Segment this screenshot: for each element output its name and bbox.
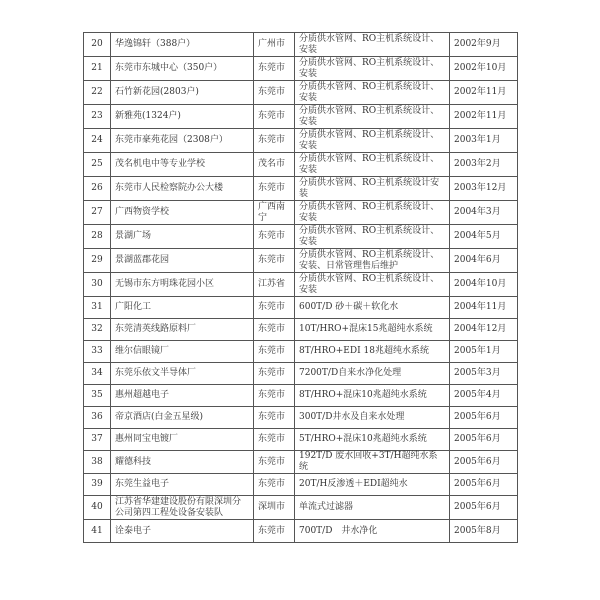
project-location: 东莞市 xyxy=(254,429,295,451)
project-location: 深圳市 xyxy=(254,496,295,520)
row-number: 35 xyxy=(84,385,111,407)
project-scope: 分质供水管网、RO主机系统设计、安装 xyxy=(295,225,450,249)
project-date: 2002年9月 xyxy=(450,33,518,57)
project-scope: 5T/HRO+混床10兆超纯水系统 xyxy=(295,429,450,451)
project-name: 东莞清英线路原料厂 xyxy=(111,319,254,341)
row-number: 33 xyxy=(84,341,111,363)
row-number: 30 xyxy=(84,273,111,297)
project-scope: 分质供水管网、RO主机系统设计、安装 xyxy=(295,105,450,129)
project-scope: 分质供水管网、RO主机系统设计、安装 xyxy=(295,81,450,105)
table-row xyxy=(84,319,518,341)
row-number: 32 xyxy=(84,319,111,341)
row-number: 37 xyxy=(84,429,111,451)
project-name: 景湖蓝郡花园 xyxy=(111,249,254,273)
project-scope: 分质供水管网、RO主机系统设计、安装 xyxy=(295,129,450,153)
row-number: 25 xyxy=(84,153,111,177)
project-location: 广州市 xyxy=(254,33,295,57)
project-date: 2004年10月 xyxy=(450,273,518,297)
project-name: 东莞乐依文半导体厂 xyxy=(111,363,254,385)
row-number: 41 xyxy=(84,520,111,543)
project-location: 东莞市 xyxy=(254,297,295,319)
project-date: 2005年8月 xyxy=(450,520,518,543)
row-number: 26 xyxy=(84,177,111,201)
row-number: 21 xyxy=(84,57,111,81)
row-number: 22 xyxy=(84,81,111,105)
table-row xyxy=(84,33,518,57)
row-number: 23 xyxy=(84,105,111,129)
project-date: 2003年2月 xyxy=(450,153,518,177)
project-scope: 8T/HRO+EDI 18兆超纯水系统 xyxy=(295,341,450,363)
project-date: 2004年12月 xyxy=(450,319,518,341)
project-location: 东莞市 xyxy=(254,341,295,363)
row-number: 31 xyxy=(84,297,111,319)
project-scope: 分质供水管网、RO主机系统设计、安装、日常管理售后维护 xyxy=(295,249,450,273)
table-row xyxy=(84,225,518,249)
project-date: 2005年6月 xyxy=(450,451,518,474)
project-location: 东莞市 xyxy=(254,520,295,543)
table-row xyxy=(84,201,518,225)
project-location: 东莞市 xyxy=(254,249,295,273)
project-scope: 8T/HRO+混床10兆超纯水系统 xyxy=(295,385,450,407)
project-scope: 7200T/D自来水净化处理 xyxy=(295,363,450,385)
project-name: 东莞市人民检察院办公大楼 xyxy=(111,177,254,201)
project-location: 东莞市 xyxy=(254,319,295,341)
project-name: 无锡市东方明珠花园小区 xyxy=(111,273,254,297)
table-row xyxy=(84,105,518,129)
table-row xyxy=(84,153,518,177)
project-date: 2005年6月 xyxy=(450,429,518,451)
project-scope: 192T/D 废水回收+3T/H超纯水系统 xyxy=(295,451,450,474)
row-number: 27 xyxy=(84,201,111,225)
table-row xyxy=(84,129,518,153)
table-row xyxy=(84,429,518,451)
project-scope: 分质供水管网、RO主机系统设计、安装 xyxy=(295,273,450,297)
project-location: 东莞市 xyxy=(254,81,295,105)
project-name: 新雅苑(1324户) xyxy=(111,105,254,129)
project-name: 景湖广场 xyxy=(111,225,254,249)
project-location: 东莞市 xyxy=(254,57,295,81)
row-number: 36 xyxy=(84,407,111,429)
row-number: 38 xyxy=(84,451,111,474)
project-location: 东莞市 xyxy=(254,105,295,129)
table-row xyxy=(84,249,518,273)
project-name: 耀德科技 xyxy=(111,451,254,474)
project-name: 东莞市东城中心（350户） xyxy=(111,57,254,81)
project-name: 广西物资学校 xyxy=(111,201,254,225)
project-location: 东莞市 xyxy=(254,177,295,201)
project-scope: 分质供水管网、RO主机系统设计、安装 xyxy=(295,57,450,81)
project-date: 2005年6月 xyxy=(450,407,518,429)
project-date: 2004年6月 xyxy=(450,249,518,273)
row-number: 39 xyxy=(84,474,111,496)
project-date: 2003年1月 xyxy=(450,129,518,153)
project-name: 维尔信眼镜厂 xyxy=(111,341,254,363)
project-name: 帝京酒店(白金五星级) xyxy=(111,407,254,429)
table-row xyxy=(84,496,518,520)
project-date: 2004年11月 xyxy=(450,297,518,319)
table-row xyxy=(84,451,518,474)
project-date: 2005年3月 xyxy=(450,363,518,385)
project-scope: 分质供水管网、RO主机系统设计、安装 xyxy=(295,33,450,57)
row-number: 29 xyxy=(84,249,111,273)
table-body xyxy=(84,33,518,543)
table-row xyxy=(84,363,518,385)
project-scope: 10T/HRO+混床15兆超纯水系统 xyxy=(295,319,450,341)
project-location: 东莞市 xyxy=(254,474,295,496)
project-scope: 分质供水管网、RO主机系统设计、安装 xyxy=(295,153,450,177)
project-location: 茂名市 xyxy=(254,153,295,177)
project-location: 广西南宁 xyxy=(254,201,295,225)
project-location: 东莞市 xyxy=(254,225,295,249)
project-name: 广阳化工 xyxy=(111,297,254,319)
project-date: 2002年10月 xyxy=(450,57,518,81)
project-date: 2004年3月 xyxy=(450,201,518,225)
project-name: 诠泰电子 xyxy=(111,520,254,543)
project-date: 2004年5月 xyxy=(450,225,518,249)
project-date: 2005年6月 xyxy=(450,496,518,520)
table-row xyxy=(84,81,518,105)
table-row xyxy=(84,177,518,201)
table-row xyxy=(84,385,518,407)
project-date: 2005年6月 xyxy=(450,474,518,496)
project-name: 华逸锦轩（388户） xyxy=(111,33,254,57)
project-date: 2002年11月 xyxy=(450,105,518,129)
row-number: 28 xyxy=(84,225,111,249)
project-name: 惠州超越电子 xyxy=(111,385,254,407)
project-date: 2005年4月 xyxy=(450,385,518,407)
row-number: 40 xyxy=(84,496,111,520)
table-row xyxy=(84,341,518,363)
project-name: 茂名机电中等专业学校 xyxy=(111,153,254,177)
project-name: 东莞市豪苑花园（2308户） xyxy=(111,129,254,153)
table-row xyxy=(84,520,518,543)
table-row xyxy=(84,297,518,319)
project-scope: 分质供水管网、RO主机系统设计安装 xyxy=(295,177,450,201)
project-date: 2005年1月 xyxy=(450,341,518,363)
project-date: 2003年12月 xyxy=(450,177,518,201)
project-location: 东莞市 xyxy=(254,129,295,153)
table-row xyxy=(84,407,518,429)
project-location: 江苏省 xyxy=(254,273,295,297)
project-location: 东莞市 xyxy=(254,363,295,385)
row-number: 34 xyxy=(84,363,111,385)
project-location: 东莞市 xyxy=(254,407,295,429)
table-row xyxy=(84,474,518,496)
project-scope: 单流式过滤器 xyxy=(295,496,450,520)
project-date: 2002年11月 xyxy=(450,81,518,105)
project-reference-table xyxy=(83,32,518,543)
table-row xyxy=(84,57,518,81)
project-name: 东莞生益电子 xyxy=(111,474,254,496)
table-row xyxy=(84,273,518,297)
project-name: 江苏省华建建设股份有限深圳分公司第四工程处设备安装队 xyxy=(111,496,254,520)
project-scope: 20T/H反渗透＋EDI超纯水 xyxy=(295,474,450,496)
project-location: 东莞市 xyxy=(254,451,295,474)
project-scope: 600T/D 砂＋碳＋软化水 xyxy=(295,297,450,319)
project-scope: 分质供水管网、RO主机系统设计、安装 xyxy=(295,201,450,225)
project-scope: 700T/D 井水净化 xyxy=(295,520,450,543)
project-scope: 300T/D井水及自来水处理 xyxy=(295,407,450,429)
project-location: 东莞市 xyxy=(254,385,295,407)
row-number: 24 xyxy=(84,129,111,153)
project-name: 惠州同宝电镀厂 xyxy=(111,429,254,451)
row-number: 20 xyxy=(84,33,111,57)
project-name: 石竹新花园(2803户) xyxy=(111,81,254,105)
